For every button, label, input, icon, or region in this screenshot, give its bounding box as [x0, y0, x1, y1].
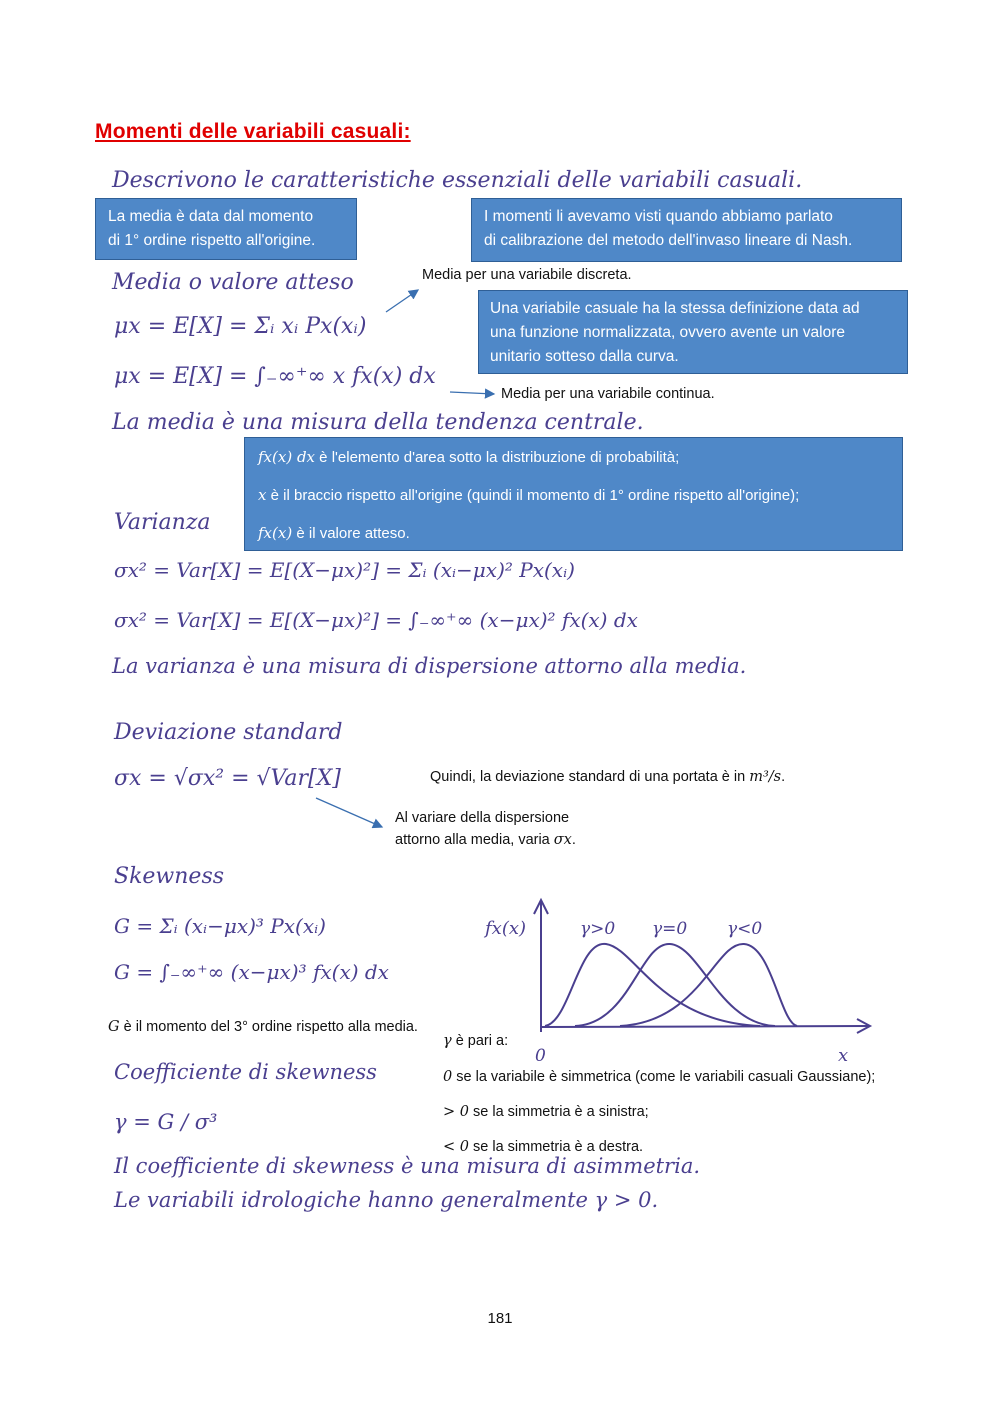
graph-label-gamma-zero: γ=0: [652, 919, 688, 939]
devstd-heading: Deviazione standard: [114, 720, 343, 745]
page-number: 181: [487, 1310, 513, 1327]
note-gamma-intro: γ è pari a:: [443, 1033, 509, 1049]
box-variabile-casuale-line-2: una funzione normalizzata, ovvero avente un valore: [490, 324, 845, 341]
graph-label-gamma-positive: γ>0: [580, 919, 616, 939]
handwritten-intro: Descrivono le caratteristiche essenziali delle variabili casuali.: [112, 168, 803, 193]
varianza-discrete-formula: σx² = Var[X] = E[(X−μx)²] = Σᵢ (xᵢ−μx)² Px(xᵢ): [114, 558, 575, 582]
coeff-heading: Coefficiente di skewness: [114, 1060, 377, 1084]
coeff-note-1: Il coefficiente di skewness è una misura di asimmetria.: [114, 1154, 701, 1178]
note-gamma-pos: > 0 se la simmetria è a sinistra;: [443, 1104, 649, 1120]
media-note: La media è una misura della tendenza centrale.: [112, 410, 644, 435]
curve-gamma-positive: [545, 944, 760, 1026]
note-portata: Quindi, la deviazione standard di una portata è in m³/s.: [430, 769, 786, 785]
box-variabile-casuale-line-3: unitario sotteso dalla curva.: [490, 348, 679, 365]
note-gamma-zero: 0 se la variabile è simmetrica (come le variabili casuali Gaussiane);: [443, 1069, 876, 1085]
note-gamma-neg: < 0 se la simmetria è a destra.: [443, 1139, 644, 1155]
box-elemento-area-line-3: fx(x) è il valore atteso.: [258, 524, 410, 542]
box-elemento-area-line-1: fx(x) dx è l'elemento d'area sotto la distribuzione di probabilità;: [258, 448, 680, 466]
box-elemento-area-line-2: x è il braccio rispetto all'origine (quindi il momento di 1° ordine rispetto all'origine);: [258, 486, 800, 504]
note-G-momento: G è il momento del 3° ordine rispetto alla media.: [108, 1019, 418, 1035]
media-continuous-formula: μx = E[X] = ∫₋∞⁺∞ x fx(x) dx: [114, 364, 436, 389]
devstd-formula: σx = √σx² = √Var[X]: [114, 766, 341, 791]
note-dispersione: Al variare della dispersione attorno alla media, varia σx.: [395, 810, 576, 848]
curve-gamma-zero: [575, 944, 775, 1026]
media-discrete-formula: μx = E[X] = Σᵢ xᵢ Px(xᵢ): [114, 314, 367, 339]
coeff-formula: γ = G / σ³: [114, 1110, 218, 1134]
box-media-momento-line-1: La media è data dal momento: [108, 208, 314, 225]
note-media-continua: Media per una variabile continua.: [501, 386, 715, 402]
varianza-heading: Varianza: [114, 510, 211, 535]
varianza-continuous-formula: σx² = Var[X] = E[(X−μx)²] = ∫₋∞⁺∞ (x−μx)² fx(x) dx: [114, 608, 638, 632]
graph-x-axis: [541, 1026, 868, 1027]
note-media-discreta: Media per una variabile discreta.: [422, 267, 632, 283]
skewness-discrete-formula: G = Σᵢ (xᵢ−μx)³ Px(xᵢ): [114, 914, 326, 938]
box-momenti-nash-line-2: di calibrazione del metodo dell'invaso lineare di Nash.: [484, 232, 853, 249]
graph-y-label: fx(x): [485, 918, 527, 939]
box-media-momento-line-2: di 1° ordine rispetto all'origine.: [108, 232, 316, 249]
varianza-note: La varianza è una misura di dispersione attorno alla media.: [112, 654, 747, 678]
skewness-continuous-formula: G = ∫₋∞⁺∞ (x−μx)³ fx(x) dx: [114, 960, 389, 984]
skewness-heading: Skewness: [114, 864, 225, 889]
coeff-note-2: Le variabili idrologiche hanno generalmente γ > 0.: [114, 1188, 659, 1212]
graph-x-label: x: [838, 1045, 849, 1066]
graph-label-gamma-negative: γ<0: [727, 919, 763, 939]
box-momenti-nash-line-1: I momenti li avevamo visti quando abbiamo parlato: [484, 208, 833, 225]
curve-gamma-negative: [620, 944, 797, 1026]
box-variabile-casuale-line-1: Una variabile casuale ha la stessa definizione data ad: [490, 300, 860, 317]
graph-origin-label: 0: [535, 1046, 546, 1066]
media-heading: Media o valore atteso: [112, 270, 354, 295]
page-title: Momenti delle variabili casuali:: [95, 120, 411, 143]
